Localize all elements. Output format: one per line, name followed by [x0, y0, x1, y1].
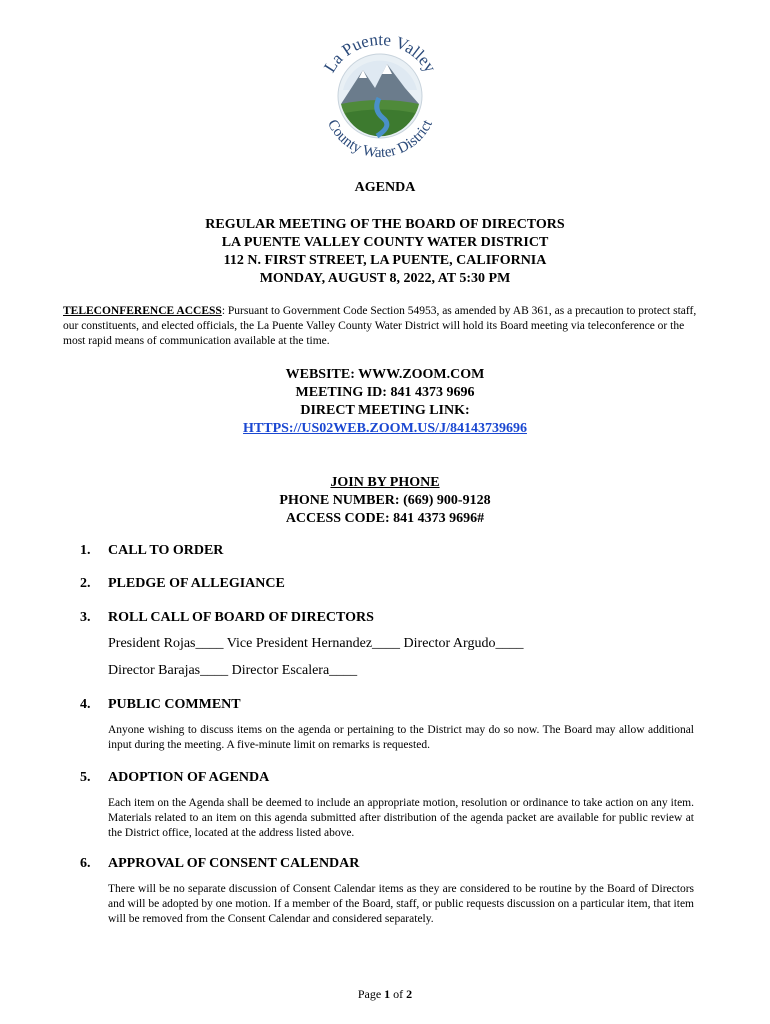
zoom-meeting-link[interactable]: HTTPS://US02WEB.ZOOM.US/J/84143739696: [243, 421, 527, 436]
meeting-address: 112 N. FIRST STREET, LA PUENTE, CALIFORNIA: [223, 253, 547, 268]
footer-page-word: Page: [357, 987, 382, 1001]
phone-access-code: ACCESS CODE: 841 4373 9696#: [285, 511, 485, 526]
phone-number: PHONE NUMBER: (669) 900-9128: [279, 493, 491, 508]
zoom-info: [0, 366, 770, 438]
item-number: 3.: [80, 610, 91, 625]
district-logo-seal-icon: [305, 18, 455, 168]
item-heading: APPROVAL OF CONSENT CALENDAR: [108, 856, 360, 871]
item-heading: ROLL CALL OF BOARD OF DIRECTORS: [108, 610, 374, 625]
item-number: 1.: [80, 543, 91, 558]
meeting-datetime: MONDAY, AUGUST 8, 2022, AT 5:30 PM: [259, 271, 511, 286]
roll-call-line-2: Director Barajas____ Director Escalera____: [108, 663, 358, 678]
district-name: LA PUENTE VALLEY COUNTY WATER DISTRICT: [221, 235, 549, 250]
roll-call-line-1: President Rojas____ Vice President Hernandez____ Director Argudo____: [108, 636, 524, 651]
item-body: Each item on the Agenda shall be deemed to include an appropriate motion, resolution or ordinance to take action on any item. Materials related to an item on this agenda submitted after distribution of the agenda packet are available for public review at the District office, located at the address listed above.: [108, 797, 694, 839]
footer-total-pages: 2: [406, 987, 413, 1001]
item-number: 4.: [80, 697, 91, 712]
item-heading: CALL TO ORDER: [108, 543, 224, 558]
item-number: 2.: [80, 576, 91, 591]
page-footer: [0, 987, 770, 1002]
teleconference-text: : Pursuant to Government Code Section 54953, as amended by AB 361, as a precaution to protect staff, our constituents, and elected officials, the La Puente Valley County Water District will hold its Board meeting via teleconference or the most rapid means of communication available at the time.: [63, 305, 697, 347]
item-number: 6.: [80, 856, 91, 871]
phone-heading: JOIN BY PHONE: [330, 475, 440, 490]
phone-info: [0, 474, 770, 528]
item-heading: ADOPTION OF AGENDA: [108, 770, 270, 785]
item-number: 5.: [80, 770, 91, 785]
footer-of-word: of: [393, 987, 404, 1001]
teleconference-notice: [63, 304, 703, 349]
agenda-title: AGENDA: [354, 180, 416, 195]
district-logo: [305, 18, 455, 168]
svg-text:County Water District: County Water District: [324, 117, 436, 162]
meeting-type: REGULAR MEETING OF THE BOARD OF DIRECTORS: [205, 217, 565, 232]
item-heading: PUBLIC COMMENT: [108, 697, 241, 712]
item-body: There will be no separate discussion of Consent Calendar items as they are considered to be routine by the Board of Directors and will be adopted by one motion. If a member of the Board, staff, or public requests discussion on a particular item, that item will be removed from the Consent Calendar and considered separately.: [108, 883, 694, 925]
meeting-header: [0, 216, 770, 288]
item-body: Anyone wishing to discuss items on the agenda or pertaining to the District may do so now. The Board may allow additional input during the meeting. A five-minute limit on remarks is requested.: [108, 724, 694, 751]
svg-text:La Puente Valley: La Puente Valley: [320, 29, 441, 76]
zoom-direct-label: DIRECT MEETING LINK:: [300, 403, 470, 418]
zoom-website: WEBSITE: WWW.ZOOM.COM: [285, 367, 485, 382]
zoom-meeting-id: MEETING ID: 841 4373 9696: [295, 385, 475, 400]
item-heading: PLEDGE OF ALLEGIANCE: [108, 576, 285, 591]
footer-current-page: 1: [384, 987, 391, 1001]
teleconference-label: TELECONFERENCE ACCESS: [63, 305, 222, 317]
